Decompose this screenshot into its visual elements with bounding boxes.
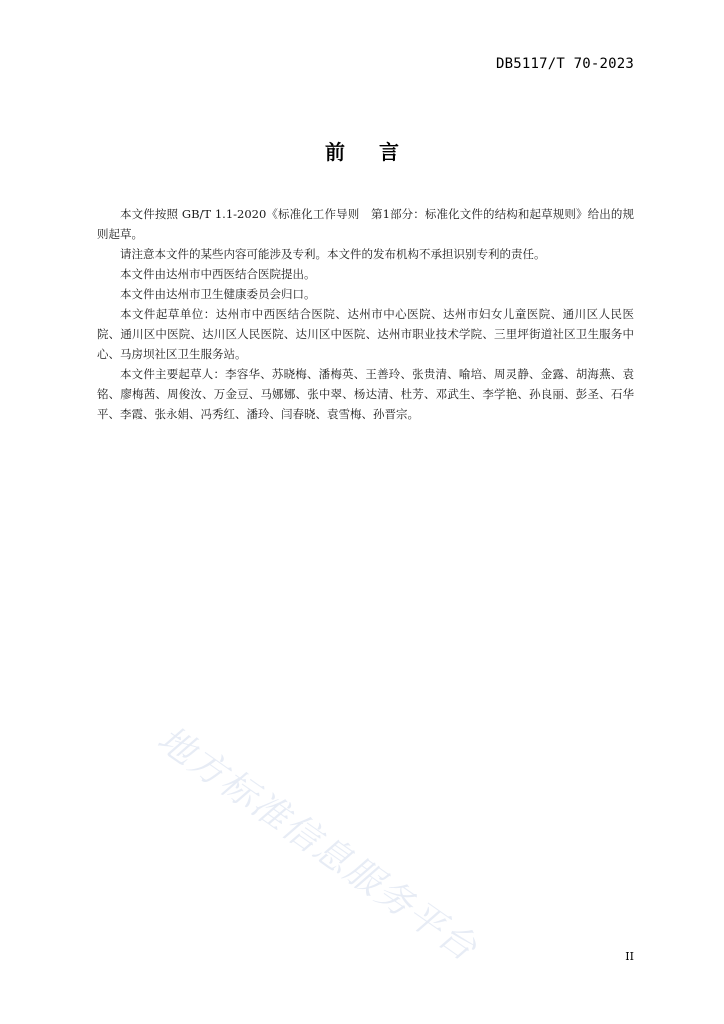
page-number: II — [625, 950, 634, 963]
title-char-1: 前 — [325, 140, 345, 164]
standard-code: DB5117/T 70-2023 — [495, 56, 634, 72]
title-char-2: 言 — [379, 140, 399, 164]
paragraph-proposed-by: 本文件由达州市中西医结合医院提出。 — [120, 267, 316, 281]
paragraph-main-drafters: 本文件主要起草人：李容华、苏晓梅、潘梅英、王善玲、张贵清、喻培、周灵静、金露、胡海燕、袁铭、廖梅茜、周俊汝、万金豆、马娜娜、张中翠、杨达清、杜芳、邓武生、李学艳、孙良丽、彭圣、石华平、李霞、张永娟、冯秀红、潘玲、闫春晓、袁雪梅、孙晋宗。 — [97, 367, 634, 421]
paragraph-centralized-by: 本文件由达州市卫生健康委员会归口。 — [120, 287, 316, 301]
foreword-body — [97, 204, 634, 424]
paragraph-drafting-units: 本文件起草单位：达州市中西医结合医院、达州市中心医院、达州市妇女儿童医院、通川区人民医院、通川区中医院、达川区人民医院、达川区中医院、达州市职业技术学院、三里坪街道社区卫生服务中心、马房坝社区卫生服务站。 — [97, 307, 634, 361]
paragraph-drafting-rules: 本文件按照 GB/T 1.1-2020《标准化工作导则 第1部分：标准化文件的结构和起草规则》给出的规则起草。 — [97, 207, 634, 241]
paragraph-patent-notice: 请注意本文件的某些内容可能涉及专利。本文件的发布机构不承担识别专利的责任。 — [120, 247, 546, 261]
watermark: 地方标准信息服务平台 — [149, 718, 485, 971]
page-title — [0, 136, 724, 165]
